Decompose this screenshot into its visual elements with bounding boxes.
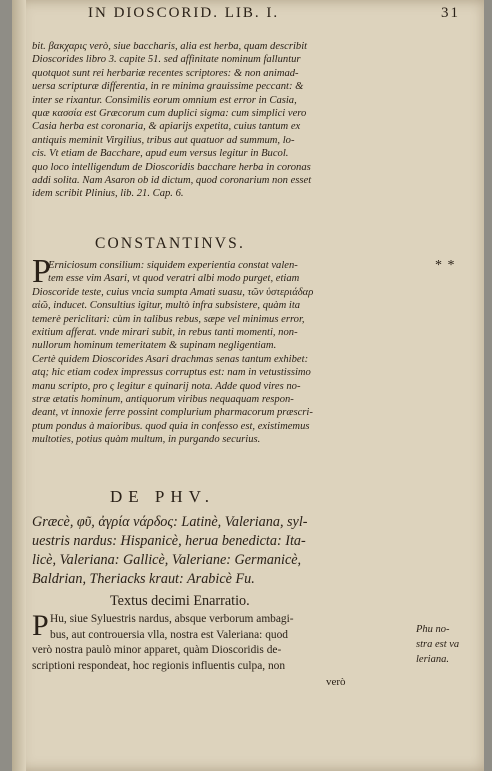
text-line: Certè quidem Dioscorides Asari drachmas senas tantum exhibet: — [32, 353, 309, 365]
text-line: inter se rixantur. Consimilis eorum omnium est error in Casia, — [32, 94, 297, 106]
paragraph-constantinus — [32, 253, 432, 447]
heading-textus: Textus decimi Enarratio. — [110, 593, 250, 609]
text-line: antiquis meminit Virgilius, tribus aut quatuor ad summum, lo- — [32, 134, 295, 146]
text-line: quæ κασσία est Græcorum cum duplici sigma: cum simplici vero — [32, 108, 307, 120]
text-line: Casia herba est coronaria, & apiarijs expetita, cuius tantum ex — [32, 121, 301, 133]
heading-de-phu: DE PHV. — [110, 487, 215, 506]
paragraph-commentary — [32, 40, 432, 201]
margin-note-line: stra est va — [416, 639, 460, 650]
marginal-asterisks: * * — [435, 258, 456, 273]
text-line: tem esse vim Asari, vt quod veratri albi modo purget, etiam — [48, 273, 300, 285]
text-line: uersa scripturæ differentia, in re minima grauissime peccant: & — [32, 81, 304, 93]
page-number: 31 — [441, 5, 460, 21]
text-line: nullorum hominum temeritatem & supinam negligentiam. — [32, 340, 277, 352]
heading-constantinus: CONSTANTINVS. — [95, 235, 246, 252]
margin-note-line: leriana. — [416, 654, 449, 665]
text-line: atq; hic etiam codex impressus corruptus est: nam in vetustissimo — [32, 367, 311, 379]
text-line: idem scribit Plinius, lib. 21. Cap. 6. — [32, 188, 184, 200]
text-line: stræ ætatis hominum, antiquorum viribus nequaquam respon- — [32, 394, 294, 406]
text-line: αἰῶ, inducet. Consultius igitur, multò infra subsistere, quàm ita — [32, 300, 301, 312]
text-line: ptum pondus à maioribus. quod quia in confesso est, existimemus — [32, 420, 310, 432]
text-line: scriptioni respondeat, hoc regionis influentis culpa, non — [32, 659, 286, 672]
text-line: exitium afferat. vnde mirari subit, in rebus tanti momenti, non- — [32, 327, 298, 339]
text-line: licè, Valeriana: Gallicè, Valeriane: Germanicè, — [32, 552, 302, 568]
drop-capital-p: P — [32, 253, 51, 290]
drop-capital-p: P — [32, 609, 49, 642]
catchword: verò — [326, 676, 346, 688]
text-line: multoties, potius quàm multum, in purgando securius. — [32, 434, 261, 446]
text-line: bus, aut controuersia vlla, nostra est Valeriana: quod — [50, 628, 288, 641]
text-line: quotquot sunt rei herbariæ recentes scriptores: & non animad- — [32, 67, 299, 79]
text-line: addi solita. Nam Asaron ob id dictum, quod coronarium non esset — [32, 175, 312, 187]
text-line: verò nostra paulò minor apparet, quàm Dioscoridis de- — [32, 644, 282, 656]
text-line: Dioscoride teste, cuius vncia sumpta Amati suasu, τῶν ὑστεριάδαρ — [32, 286, 314, 298]
margin-note-line: Phu no- — [416, 624, 450, 635]
running-title: IN DIOSCORID. LIB. I. — [88, 5, 280, 21]
page-gutter-shadow — [12, 0, 26, 771]
text-line: cis. Vt etiam de Bacchare, apud eum versus legitur in Bucol. — [32, 148, 289, 160]
text-line: Baldrian, Theriacks kraut: Arabicè Fu. — [32, 571, 255, 587]
paragraph-names — [32, 513, 432, 589]
text-line: quo loco intelligendum de Dioscoridis bacchare herba in coronas — [32, 161, 311, 173]
text-line: Erniciosum consilium: siquidem experientia constat valen- — [48, 260, 298, 271]
paragraph-enarratio — [32, 609, 364, 674]
text-line: Græcè, φῦ, ἀγρία νάρδος: Latinè, Valeriana, syl- — [32, 514, 308, 530]
text-line: temerè periclitari: cùm in talibus rebus, sæpe vel minimus error, — [32, 313, 305, 325]
text-line: manu scripto, pro ς legitur ε quinarij nota. Adde quod vires no- — [32, 380, 301, 392]
margin-note — [416, 622, 476, 667]
text-line: deant, vt innoxie ferre possint complurium pharmacorum præscri- — [32, 407, 313, 419]
text-line: bit. βακχαρις verò, siue baccharis, alia est herba, quam describit — [32, 41, 308, 52]
text-line: Hu, siue Syluestris nardus, absque verborum ambagi- — [50, 613, 294, 625]
text-line: Dioscorides libro 3. capite 51. sed affinitate nominum falluntur — [32, 54, 301, 66]
text-line: uestris nardus: Hispanicè, herua benedicta: Ita- — [32, 533, 306, 549]
